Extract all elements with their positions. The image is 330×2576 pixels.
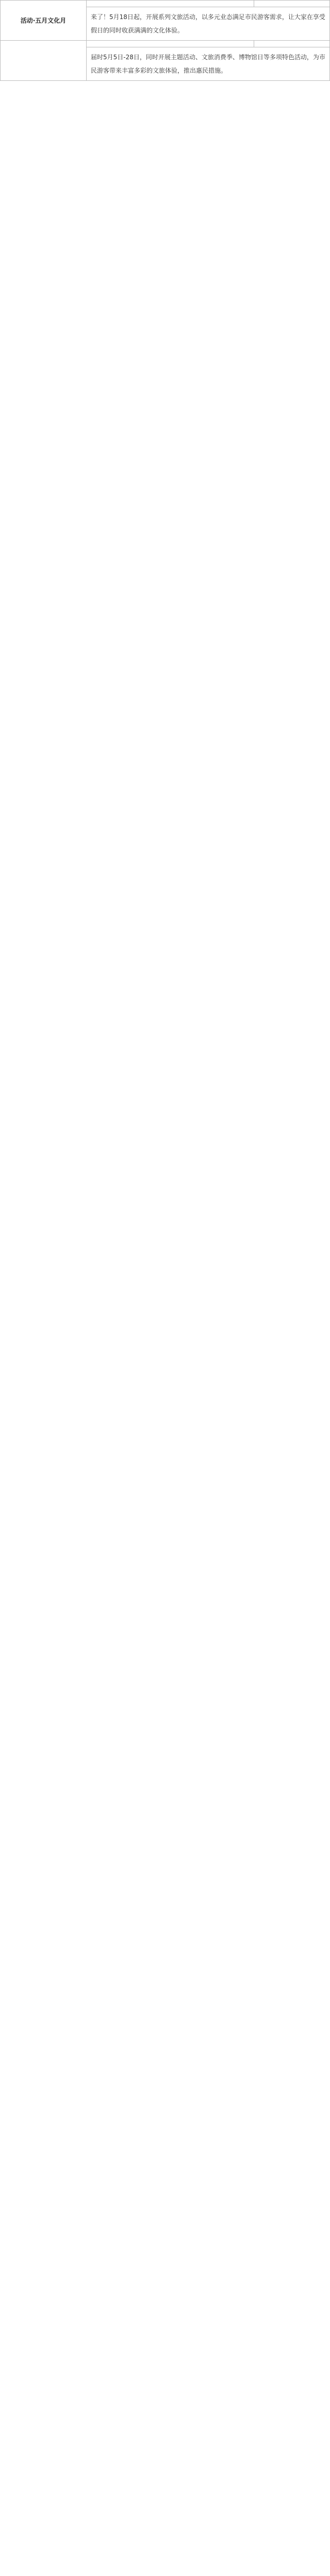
event-location bbox=[87, 1, 254, 7]
event-name bbox=[1, 41, 87, 81]
event-row bbox=[1, 1, 330, 7]
event-description: 来了！5月18日起，开展系列文旅活动，以多元业态满足市民游客需求，让大家在享受假日的同时收获满满的文化体验。 bbox=[87, 7, 330, 41]
event-date bbox=[254, 41, 330, 47]
event-date bbox=[254, 1, 330, 7]
events-table bbox=[0, 0, 330, 81]
event-description: 届时5月5日-28日，同时开展主题活动、文旅消费季、博物馆日等多项特色活动，为市民游客带来丰富多彩的文旅体验，推出惠民措施。 bbox=[87, 47, 330, 81]
event-name: 活动·五月文化月 bbox=[1, 1, 87, 41]
event-row bbox=[1, 41, 330, 47]
events-table-body bbox=[1, 1, 330, 81]
event-location bbox=[87, 41, 254, 47]
page bbox=[0, 0, 330, 81]
